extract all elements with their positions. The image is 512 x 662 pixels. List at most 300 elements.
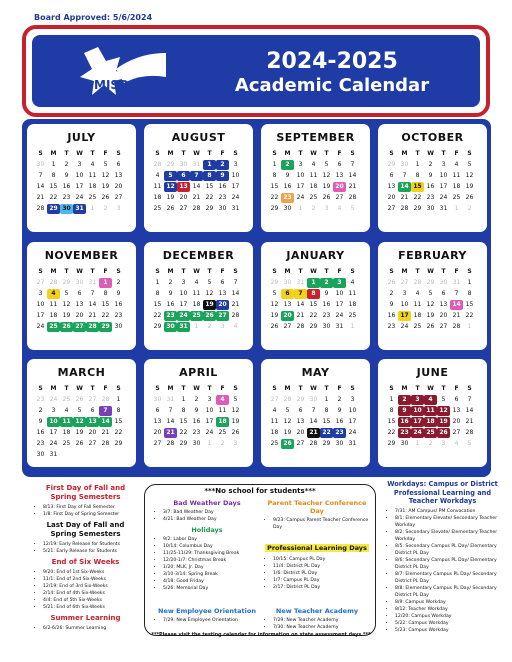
day-cell: 31 [192,161,201,168]
day-cell: 10 [335,290,344,297]
list-item: • 12/20: Campus Workday [395,613,500,620]
day-cell: 3 [77,161,82,168]
day-cell: 18 [348,301,357,308]
day-cell: 13 [177,182,190,192]
day-cell: 6 [116,161,121,168]
day-grid [385,267,487,332]
day-cell: 31 [296,279,305,286]
day-cell: 10 [47,417,60,427]
weekday-label: T [324,268,329,275]
day-cell: 24 [49,396,58,403]
day-cell: 22 [413,194,422,201]
day-cell: 24 [348,429,357,436]
day-cell: 7 [454,290,459,297]
day-cell: 7 [402,172,407,179]
day-cell: 8 [51,172,56,179]
day-cell: 29 [62,279,71,286]
day-cell: 2 [398,395,411,405]
day-cell: 4 [47,289,60,299]
weekday-label: F [103,385,108,392]
school-year: 2024-2025 [266,49,398,74]
day-cell: 6 [441,290,446,297]
day-cell: 27 [400,279,409,286]
day-cell: 28 [166,440,175,447]
list-item: • 5/21: End of 6th Six-Weeks [43,604,138,611]
day-cell: 6 [177,171,190,181]
weekday-label: F [103,150,108,157]
day-cell: 2 [467,205,472,212]
day-cell: 23 [398,428,411,438]
day-cell: 30 [218,205,227,212]
day-cell: 23 [164,311,177,321]
day-cell: 25 [47,322,60,332]
day-cell: 2 [311,205,316,212]
day-cell: 24 [177,311,190,321]
day-cell: 9 [116,290,121,297]
list-item: • 8/13: First Day of Fall Semester [43,504,138,511]
day-cell: 18 [153,194,162,201]
day-cell: 10 [179,290,188,297]
day-cell: 31 [88,279,97,286]
day-cell: 19 [437,417,450,427]
day-grid [151,149,253,214]
day-cell: 12 [465,172,474,179]
month-name: JANUARY [286,249,345,262]
day-cell: 12 [62,301,71,308]
day-cell: 9 [428,172,433,179]
list-item: • 8/5: Secondary Campus PL Day/ Elementary District PL Day [395,543,500,557]
day-cell: 15 [179,418,188,425]
day-cell: 28 [153,161,162,168]
day-cell: 27 [179,205,188,212]
day-cell: 23 [333,428,346,438]
day-cell: 13 [452,407,461,414]
day-cell: 14 [231,290,240,297]
bad-weather-list [163,509,261,523]
neo-list [163,617,261,624]
day-cell: 5 [207,279,212,286]
holidays-heading: Holidays [191,526,223,534]
day-cell: 19 [203,300,216,310]
day-cell: 4 [90,161,95,168]
day-cell: 2 [116,279,121,286]
day-cell: 8 [415,172,420,179]
day-cell: 26 [166,205,175,212]
day-cell: 28 [413,279,422,286]
day-cell: 23 [36,396,45,403]
day-cell: 19 [270,312,279,319]
weekday-label: M [284,268,291,275]
day-cell: 30 [153,396,162,403]
day-cell: 18 [62,429,71,436]
day-cell: 24 [231,194,240,201]
weekday-label: F [454,385,459,392]
day-cell: 14 [99,417,112,427]
day-cell: 26 [426,323,435,330]
day-cell: 24 [411,428,424,438]
day-cell: 6 [298,407,303,414]
day-cell: 16 [114,301,123,308]
list-item: • 11/4: District PL Day [273,563,371,570]
day-cell: 5 [441,396,446,403]
header-banner [22,25,490,117]
day-cell: 29 [309,323,318,330]
day-cell: 18 [192,301,201,308]
weekday-label: F [454,150,459,157]
day-cell: 4 [454,161,459,168]
day-cell: 7 [311,407,316,414]
weekday-label: M [401,150,408,157]
weekday-label: T [181,150,186,157]
day-cell: 27 [88,440,97,447]
day-cell: 3 [324,205,329,212]
day-cell: 11 [218,407,227,414]
day-cell: 14 [192,183,201,190]
day-cell: 8 [467,290,472,297]
day-cell: 4 [216,395,229,405]
month-december [144,242,253,350]
day-cell: 28 [36,205,45,212]
day-cell: 13 [153,418,162,425]
day-cell: 10 [439,172,448,179]
weekday-label: W [427,150,434,157]
day-cell: 10 [75,172,84,179]
pld-list [273,556,371,591]
day-cell: 15 [101,301,110,308]
day-cell: 19 [426,312,435,319]
day-cell: 24 [75,194,84,201]
day-cell: 1 [116,396,121,403]
list-item: • 8/7: Elementary Campus PL Day/ Secondary District PL Day [395,571,500,585]
weekday-label: S [272,385,277,392]
day-grid [268,149,370,214]
day-cell: 5 [350,205,355,212]
day-cell: 8 [155,290,160,297]
list-item: • 5/23: Campus Workday [395,627,500,634]
day-cell: 10 [400,301,409,308]
day-cell: 1 [203,160,216,170]
svg-text:MISD: MISD [94,78,130,92]
last-day-list [43,541,138,555]
day-cell: 4 [350,279,355,286]
day-cell: 30 [75,279,84,286]
day-cell: 29 [387,161,396,168]
weekday-label: M [167,385,174,392]
day-grid [151,384,253,449]
weekday-label: M [167,150,174,157]
day-cell: 11 [49,301,58,308]
day-cell: 6 [155,407,160,414]
day-cell: 18 [424,417,437,427]
day-cell: 30 [426,205,435,212]
workdays-heading: Workdays: Campus or District Professional Learning and Teacher Workdays [387,480,498,505]
day-cell: 3 [441,440,446,447]
weekday-label: T [415,385,420,392]
day-cell: 22 [387,429,396,436]
day-cell: 18 [309,183,318,190]
weekday-label: W [427,268,434,275]
day-cell: 29 [270,205,279,212]
day-cell: 2 [389,290,394,297]
day-cell: 21 [348,183,357,190]
weekday-label: S [38,268,43,275]
weekday-label: M [284,385,291,392]
day-cell: 8 [103,290,108,297]
day-cell: 2 [194,396,199,403]
holidays-list [163,536,261,592]
day-cell: 21 [164,428,177,438]
day-cell: 14 [398,182,411,192]
day-cell: 11 [60,417,73,427]
weekday-label: S [155,268,160,275]
day-cell: 12 [426,301,435,308]
day-cell: 28 [348,194,357,201]
list-item: • 8/6: Secondary Campus PL Day/ Elementary District PL Day [395,557,500,571]
day-cell: 13 [335,172,344,179]
weekday-label: S [467,385,472,392]
day-cell: 29 [322,440,331,447]
day-cell: 11 [348,290,357,297]
day-cell: 28 [283,396,292,403]
day-cell: 2 [337,396,342,403]
day-cell: 12 [101,172,110,179]
day-cell: 29 [413,205,422,212]
weekday-label: F [220,150,225,157]
month-name: AUGUST [171,131,226,144]
day-cell: 2 [64,161,69,168]
day-cell: 21 [452,312,461,319]
day-cell: 9 [168,290,173,297]
day-cell: 17 [296,183,305,190]
month-name: FEBRUARY [398,249,467,262]
weekday-label: T [441,268,446,275]
weekday-label: F [337,150,342,157]
month-name: MARCH [57,366,106,379]
summer-list [43,625,138,632]
day-cell: 27 [335,194,344,201]
day-cell: 26 [75,440,84,447]
bad-weather-heading: Bad Weather Days [173,499,241,507]
day-cell: 7 [190,171,203,181]
list-item: • 12/19: End of 3rd Six-Weeks [43,583,138,590]
day-cell: 3 [441,161,446,168]
day-cell: 26 [281,439,294,449]
weekday-label: F [220,385,225,392]
day-cell: 20 [387,194,396,201]
day-cell: 26 [60,322,73,332]
day-cell: 2 [207,323,212,330]
day-cell: 1 [454,205,459,212]
day-cell: 3 [51,407,56,414]
no-school-right [263,499,371,591]
list-item: • 8/2: Secondary Elevate/ Elementary Teacher Workday [395,529,500,543]
day-cell: 30 [192,440,201,447]
month-name: MAY [301,366,330,379]
day-cell: 27 [270,396,279,403]
ptc-list [273,517,371,531]
day-cell: 1 [415,161,420,168]
nta-list [273,617,371,631]
day-cell: 23 [387,323,396,330]
day-cell: 22 [101,312,110,319]
day-cell: 2 [220,440,225,447]
weekday-label: W [76,268,83,275]
day-cell: 2 [428,440,433,447]
day-cell: 31 [335,323,344,330]
day-cell: 1 [467,323,472,330]
day-cell: 27 [452,429,461,436]
day-cell: 10 [231,172,240,179]
list-item: • 8/8: Elementary Campus PL Day/ Secondary District PL Day [395,585,500,599]
day-cell: 28 [101,440,110,447]
day-cell: 17 [36,312,45,319]
weekday-label: M [284,150,291,157]
day-cell: 14 [309,418,318,425]
weekday-label: W [310,268,317,275]
day-cell: 28 [465,429,474,436]
workdays-list [395,508,500,634]
day-cell: 26 [437,428,450,438]
day-cell: 2 [168,279,173,286]
day-cell: 30 [309,396,318,403]
day-cell: 4 [155,172,160,179]
day-cell: 8 [203,171,216,181]
day-cell: 4 [454,440,459,447]
weekday-label: W [193,268,200,275]
day-cell: 12 [270,301,279,308]
list-item: • 11/1: End of 2nd Six-Weeks [43,576,138,583]
day-cell: 15 [387,418,396,425]
day-cell: 15 [411,182,424,192]
day-cell: 24 [335,312,344,319]
day-cell: 15 [205,183,214,190]
day-cell: 21 [400,194,409,201]
day-grid [34,384,136,460]
day-cell: 5 [272,290,277,297]
weekday-label: T [324,385,329,392]
day-cell: 20 [153,429,162,436]
day-cell: 23 [36,440,45,447]
day-cell: 4 [311,161,316,168]
day-cell: 10 [411,406,424,416]
day-cell: 30 [36,451,45,458]
day-cell: 9 [337,407,342,414]
weekday-label: T [64,385,69,392]
day-cell: 5 [77,407,82,414]
day-cell: 20 [439,312,448,319]
header-inner [32,35,480,107]
day-cell: 16 [335,418,344,425]
weekday-label: T [324,150,329,157]
no-school-left [153,499,261,592]
day-cell: 9 [324,290,329,297]
day-cell: 9 [64,172,69,179]
neo-block [153,607,261,624]
day-cell: 6 [90,407,95,414]
day-cell: 12 [283,418,292,425]
weekday-label: T [90,385,95,392]
day-cell: 26 [231,429,240,436]
day-cell: 31 [452,279,461,286]
day-cell: 17 [231,183,240,190]
month-october [378,124,487,232]
weekday-label: T [64,268,69,275]
day-grid [385,149,487,214]
day-cell: 28 [309,440,318,447]
day-cell: 27 [88,396,97,403]
weekday-label: S [272,268,277,275]
day-cell: 25 [348,312,357,319]
day-cell: 20 [296,429,305,436]
weekday-label: T [90,268,95,275]
list-item: • 8/12: Teacher Workday [395,606,500,613]
day-cell: 5 [324,161,329,168]
day-cell: 6 [337,161,342,168]
day-cell: 1 [467,279,472,286]
day-cell: 1 [307,278,320,288]
list-item: • 3/7: Bad Weather Day [163,509,261,516]
day-cell: 23 [322,312,331,319]
day-cell: 21 [101,429,110,436]
day-cell: 25 [309,194,318,201]
weekday-label: T [415,150,420,157]
day-cell: 29 [153,323,162,330]
day-cell: 16 [426,183,435,190]
day-cell: 20 [216,300,229,310]
day-cell: 23 [281,193,294,203]
day-cell: 3 [181,279,186,286]
day-cell: 29 [166,161,175,168]
weekday-label: T [181,385,186,392]
day-cell: 25 [62,396,71,403]
weekday-label: M [401,385,408,392]
day-cell: 26 [322,194,331,201]
day-cell: 1 [298,205,303,212]
day-cell: 1 [272,161,277,168]
weekday-label: T [207,150,212,157]
day-cell: 11 [309,172,318,179]
weekday-label: T [298,268,303,275]
day-cell: 30 [164,322,177,332]
month-june [378,359,487,467]
day-cell: 20 [75,312,84,319]
list-item: • 11/25-11/29: Thanksgiving Break [163,550,261,557]
misd-logo-icon [76,47,168,97]
day-cell: 3 [411,395,424,405]
list-item: • 4/18: Good Friday [163,578,261,585]
day-grid [268,384,370,449]
day-cell: 17 [398,311,411,321]
weekday-label: S [116,385,121,392]
list-item: • 2/14: End of 4th Six-Weeks [43,590,138,597]
calendar-title: Academic Calendar [234,75,430,96]
weekday-label: S [350,268,355,275]
month-name: DECEMBER [162,249,235,262]
list-item: • 12/20-1/7: Christmas Break [163,557,261,564]
weekday-label: S [116,268,121,275]
day-cell: 10 [205,407,214,414]
day-cell: 3 [350,396,355,403]
day-cell: 15 [322,418,331,425]
day-cell: 25 [88,194,97,201]
day-cell: 7 [294,289,307,299]
day-cell: 7 [168,407,173,414]
day-cell: 2 [428,161,433,168]
day-cell: 1 [155,279,160,286]
weekday-label: S [467,268,472,275]
day-cell: 9 [398,406,411,416]
day-cell: 21 [192,194,201,201]
